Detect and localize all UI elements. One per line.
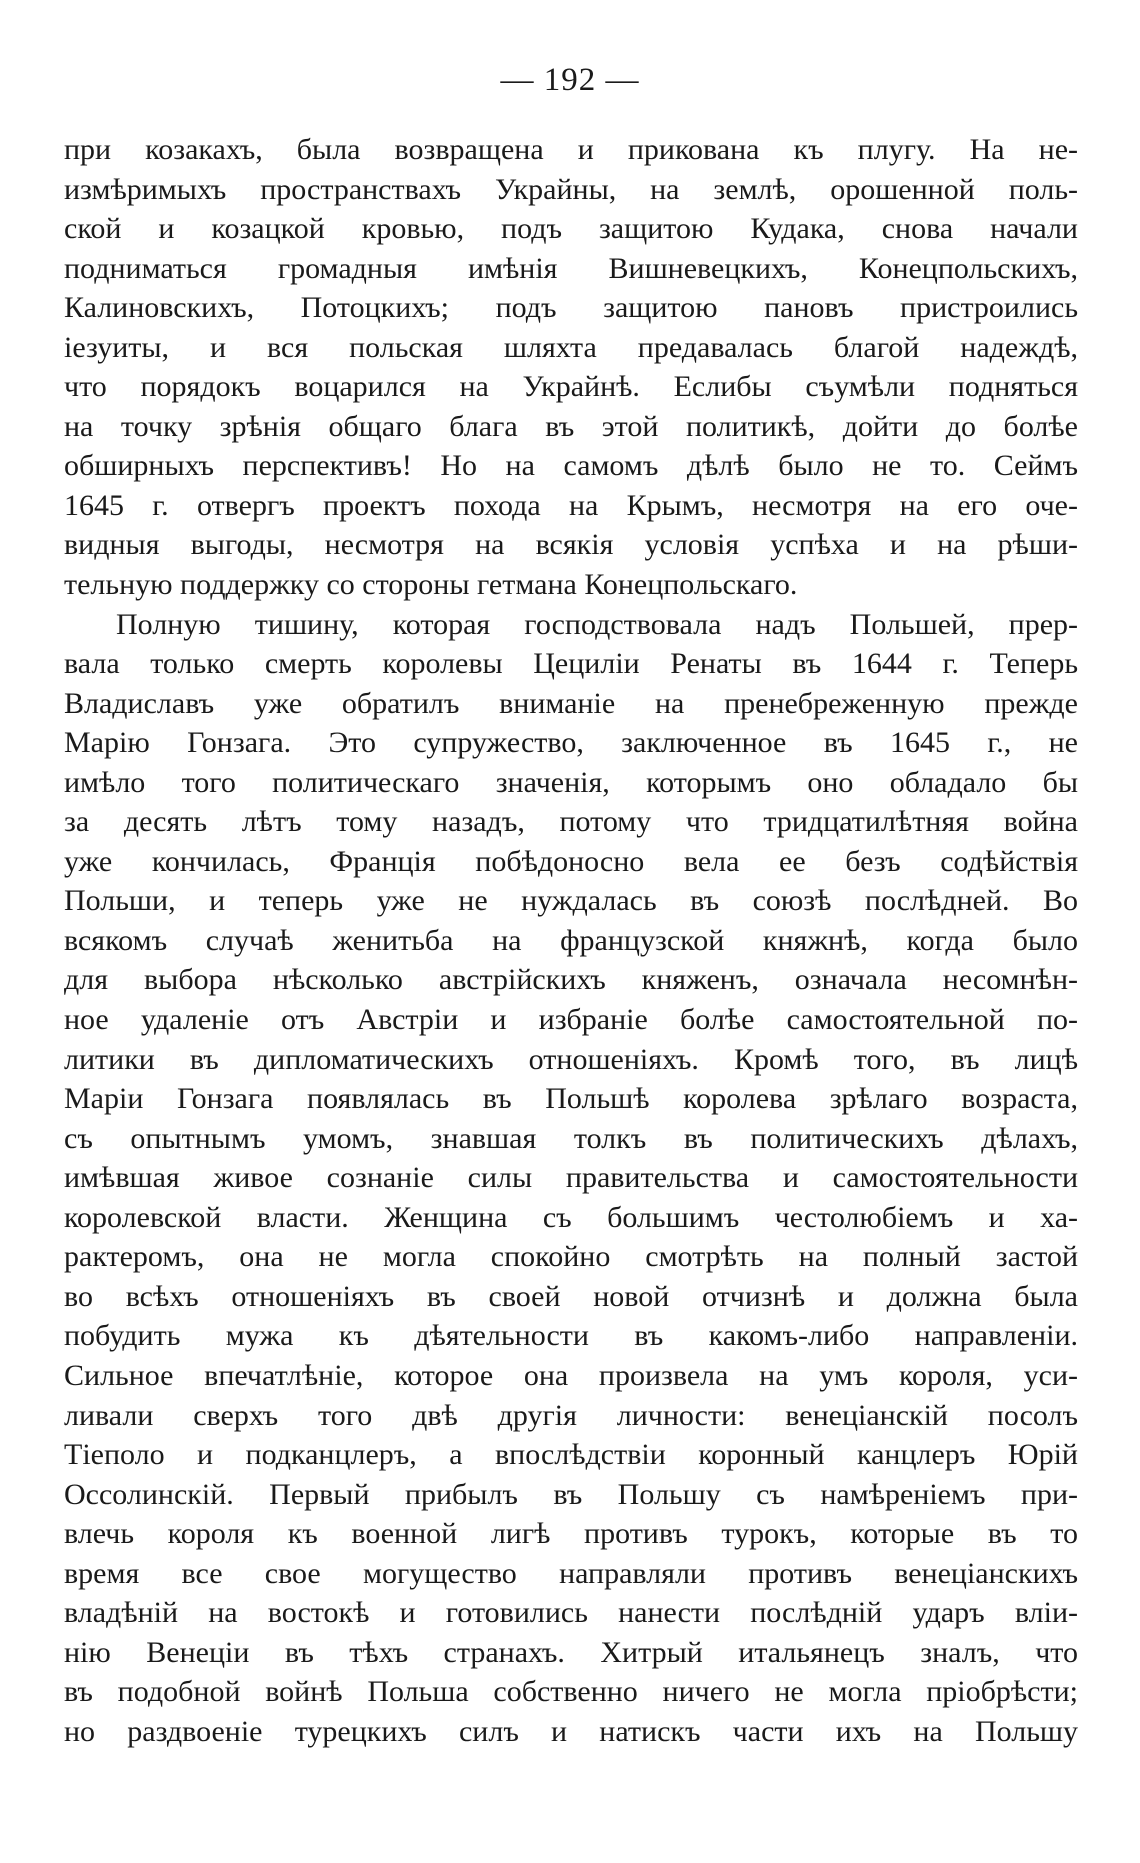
text-line: ской и козацкой кровью, подъ защитою Кудака, снова начали bbox=[64, 212, 1078, 246]
text-line: Оссолинскій. Первый прибылъ въ Польшу съ намѣреніемъ при- bbox=[64, 1477, 1078, 1511]
text-line: время все свое могущество направляли противъ венеціанскихъ bbox=[64, 1556, 1078, 1590]
text-line: съ опытнымъ умомъ, знавшая толкъ въ политическихъ дѣлахъ, bbox=[64, 1121, 1078, 1155]
paragraph-end-line: тельную поддержку со стороны гетмана Конецпольскаго. bbox=[64, 568, 798, 602]
text-line: рактеромъ, она не могла спокойно смотрѣть на полный застой bbox=[64, 1240, 1078, 1274]
text-line: владѣній на востокѣ и готовились нанести послѣдній ударъ вліи- bbox=[64, 1596, 1078, 1630]
paragraph-first-line: Полную тишину, которая господствовала надъ Польшей, прер- bbox=[116, 607, 1078, 641]
text-line: королевской власти. Женщина съ большимъ честолюбіемъ и ха- bbox=[64, 1200, 1078, 1234]
text-line: имѣло того политическаго значенія, которымъ оно обладало бы bbox=[64, 765, 1078, 799]
text-line: подниматься громадныя имѣнія Вишневецкихъ, Конецпольскихъ, bbox=[64, 251, 1078, 285]
text-line: вала только смерть королевы Цециліи Ренаты въ 1644 г. Теперь bbox=[64, 647, 1078, 681]
text-line: обширныхъ перспективъ! Но на самомъ дѣлѣ было не то. Сеймъ bbox=[64, 449, 1078, 483]
text-line: видныя выгоды, несмотря на всякія условія успѣха и на рѣши- bbox=[64, 528, 1078, 562]
text-line: имѣвшая живое сознаніе силы правительства и самостоятельности bbox=[64, 1161, 1078, 1195]
text-line: на точку зрѣнія общаго блага въ этой политикѣ, дойти до болѣе bbox=[64, 409, 1078, 443]
text-line: но раздвоеніе турецкихъ силъ и натискъ части ихъ на Польшу bbox=[64, 1714, 1078, 1748]
text-line: ное удаленіе отъ Австріи и избраніе болѣе самостоятельной по- bbox=[64, 1003, 1078, 1037]
text-line: Марію Гонзага. Это супружество, заключенное въ 1645 г., не bbox=[64, 726, 1078, 760]
page-number: — 192 — bbox=[500, 62, 640, 98]
text-line: измѣримыхъ пространствахъ Украйны, на землѣ, орошенной поль- bbox=[64, 172, 1078, 206]
text-line: Тіеполо и подканцлеръ, а впослѣдствіи коронный канцлеръ Юрій bbox=[64, 1438, 1078, 1472]
text-line: Маріи Гонзага появлялась въ Польшѣ королева зрѣлаго возраста, bbox=[64, 1082, 1078, 1116]
text-line: ливали сверхъ того двѣ другія личности: венеціанскій посолъ bbox=[64, 1398, 1078, 1432]
text-line: Польши, и теперь уже не нуждалась въ союзѣ послѣдней. Во bbox=[64, 884, 1078, 918]
text-line: за десять лѣтъ тому назадъ, потому что тридцатилѣтняя война bbox=[64, 805, 1078, 839]
text-line: при козакахъ, была возвращена и прикована къ плугу. На не- bbox=[64, 133, 1078, 166]
body-text bbox=[64, 130, 1078, 1751]
text-line: литики въ дипломатическихъ отношеніяхъ. Кромѣ того, въ лицѣ bbox=[64, 1042, 1078, 1076]
text-line: Калиновскихъ, Потоцкихъ; подъ защитою пановъ пристроились bbox=[64, 291, 1078, 325]
text-line: въ подобной войнѣ Польша собственно ничего не могла пріобрѣсти; bbox=[64, 1675, 1078, 1709]
text-line: Сильное впечатлѣніе, которое она произвела на умъ короля, уси- bbox=[64, 1358, 1078, 1392]
text-line: 1645 г. отвергъ проектъ похода на Крымъ, несмотря на его оче- bbox=[64, 488, 1078, 522]
text-line: всякомъ случаѣ женитьба на французской княжнѣ, когда было bbox=[64, 923, 1078, 957]
text-line: что порядокъ воцарился на Украйнѣ. Еслибы съумѣли подняться bbox=[64, 370, 1078, 404]
text-line: для выбора нѣсколько австрійскихъ княженъ, означала несомнѣн- bbox=[64, 963, 1078, 997]
text-line: іезуиты, и вся польская шляхта предавалась благой надеждѣ, bbox=[64, 330, 1078, 364]
text-line: Владиславъ уже обратилъ вниманіе на пренебреженную прежде bbox=[64, 686, 1078, 720]
text-line: уже кончилась, Францiя побѣдоносно вела ее безъ содѣйствія bbox=[64, 844, 1078, 878]
text-line: нію Венеціи въ тѣхъ странахъ. Хитрый итальянецъ зналъ, что bbox=[64, 1635, 1078, 1669]
text-line: побудить мужа къ дѣятельности въ какомъ-либо направленіи. bbox=[64, 1319, 1078, 1353]
text-line: во всѣхъ отношеніяхъ въ своей новой отчизнѣ и должна была bbox=[64, 1279, 1078, 1313]
text-line: влечь короля къ военной лигѣ противъ турокъ, которые въ то bbox=[64, 1517, 1078, 1551]
